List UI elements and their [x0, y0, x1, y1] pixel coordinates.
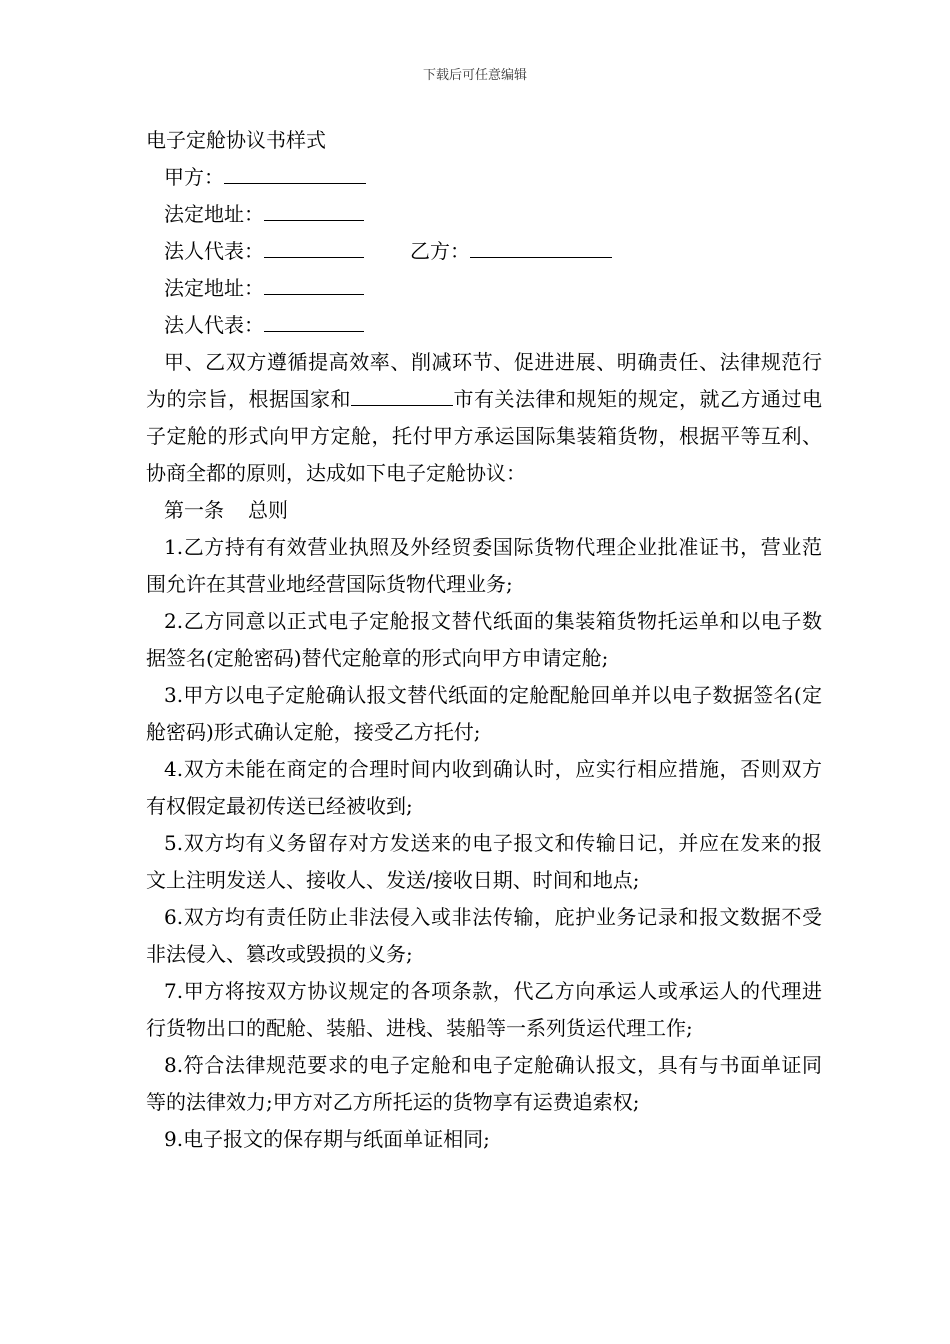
clause-list	[146, 529, 822, 1158]
clause-item: 4.双方未能在商定的合理时间内收到确认时，应实行相应措施，否则双方有权假定最初传送已经被收到;	[146, 757, 822, 818]
party-b-rep-line	[146, 307, 822, 344]
clause-item: 7.甲方将按双方协议规定的各项条款，代乙方向承运人或承运人的代理进行货物出口的配舱、装船、进栈、装船等一系列货运代理工作;	[146, 979, 822, 1040]
party-a-rep-blank	[264, 235, 364, 258]
intro-text-part1: 甲、乙双方遵循提高效率、削减环节、促进进展、明确责任、法律规范行为的宗旨，根据国家和	[146, 350, 822, 411]
party-a-name-blank	[224, 161, 366, 184]
party-a-address-label: 法定地址：	[164, 202, 264, 226]
party-b-name-blank	[470, 235, 612, 258]
clause-item: 2.乙方同意以正式电子定舱报文替代纸面的集装箱货物托运单和以电子数据签名(定舱密码)替代定舱章的形式向甲方申请定舱;	[146, 609, 822, 670]
intro-text-part2: 市有关法律和规矩的规定，就乙方通过电子定舱的形式向甲方定舱，托付甲方承运国际集装箱货物，根据平等互利、协商全都的原则，达成如下电子定舱协议：	[146, 387, 822, 485]
article-1-number: 第一条	[164, 498, 224, 522]
page-header-note: 下载后可任意编辑	[422, 68, 527, 83]
party-b-rep-label: 法人代表：	[164, 313, 264, 337]
clause-item: 1.乙方持有有效营业执照及外经贸委国际货物代理企业批准证书，营业范围允许在其营业地经营国际货物代理业务;	[146, 535, 822, 596]
city-blank	[351, 383, 453, 406]
article-1-name: 总则	[248, 498, 288, 522]
party-b-address-blank	[264, 272, 364, 295]
party-b-rep-blank	[264, 309, 364, 332]
document-title: 电子定舱协议书样式	[146, 128, 326, 152]
party-a-label: 甲方：	[164, 165, 224, 189]
party-b-label: 乙方：	[410, 239, 470, 263]
party-a-address-line	[146, 196, 822, 233]
clause-item: 3.甲方以电子定舱确认报文替代纸面的定舱配舱回单并以电子数据签名(定舱密码)形式确认定舱，接受乙方托付;	[146, 683, 822, 744]
intro-paragraph	[146, 344, 822, 492]
party-a-rep-line	[146, 233, 822, 270]
intro-section	[146, 344, 822, 492]
party-b-address-label: 法定地址：	[164, 276, 264, 300]
agreement-document	[146, 122, 822, 1158]
article-1-heading	[146, 492, 822, 529]
clause-item: 8.符合法律规范要求的电子定舱和电子定舱确认报文，具有与书面单证同等的法律效力;甲方对乙方所托运的货物享有运费追索权;	[146, 1053, 822, 1114]
party-b-address-line	[146, 270, 822, 307]
party-a-line	[146, 159, 822, 196]
party-a-rep-label: 法人代表：	[164, 239, 264, 263]
clause-item: 5.双方均有义务留存对方发送来的电子报文和传输日记，并应在发来的报文上注明发送人、接收人、发送/接收日期、时间和地点;	[146, 831, 822, 892]
clause-item: 6.双方均有责任防止非法侵入或非法传输，庇护业务记录和报文数据不受非法侵入、篡改或毁损的义务;	[146, 905, 822, 966]
party-a-address-blank	[264, 198, 364, 221]
clause-item: 9.电子报文的保存期与纸面单证相同;	[164, 1127, 490, 1151]
